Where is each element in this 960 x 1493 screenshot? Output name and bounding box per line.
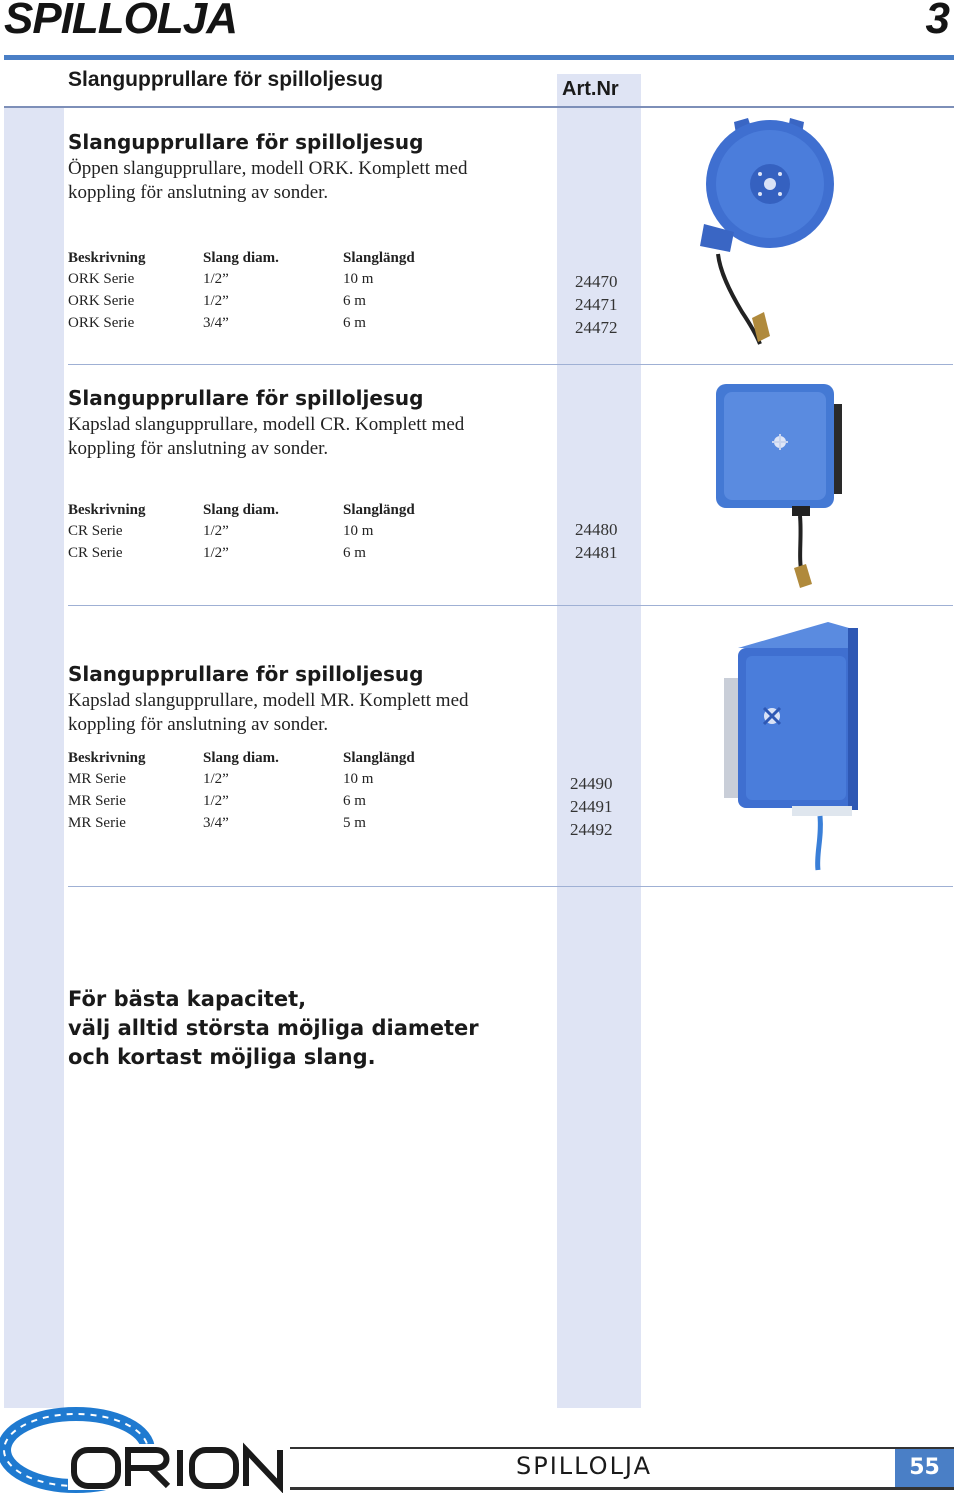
col-description-header: Beskrivning bbox=[68, 750, 146, 766]
section-description: Kapslad slangupprullare, modell MR. Komplett med koppling för anslutning av sonder. bbox=[68, 690, 469, 735]
chapter-number: 3 bbox=[925, 0, 950, 43]
cell-length: 10 m bbox=[343, 523, 374, 539]
cell-description: ORK Serie bbox=[68, 271, 135, 287]
svg-text:ORION: ORION bbox=[0, 1404, 4, 1405]
cell-length: 6 m bbox=[343, 793, 366, 809]
left-band bbox=[4, 108, 64, 1408]
art-number-list bbox=[575, 272, 618, 341]
cell-length: 5 m bbox=[343, 815, 366, 831]
open-hose-reel-icon bbox=[690, 112, 850, 357]
section-divider bbox=[68, 886, 953, 887]
cell-diameter: 1/2” bbox=[203, 293, 229, 309]
cell-description: CR Serie bbox=[68, 545, 123, 561]
col-length-header: Slanglängd bbox=[343, 502, 415, 518]
enclosed-hose-reel-icon bbox=[710, 378, 850, 593]
cell-diameter: 1/2” bbox=[203, 271, 229, 287]
art-number: 24481 bbox=[575, 543, 618, 562]
header-rule bbox=[4, 55, 954, 60]
cell-diameter: 1/2” bbox=[203, 523, 229, 539]
cell-length: 10 m bbox=[343, 771, 374, 787]
note-line: välj alltid största möjliga diameter bbox=[68, 1016, 479, 1040]
orion-logo bbox=[0, 1404, 292, 1493]
section-title: Slangupprullare för spilloljesug bbox=[68, 662, 424, 686]
art-number: 24472 bbox=[575, 318, 618, 337]
cell-length: 6 m bbox=[343, 293, 366, 309]
col-diameter-header: Slang diam. bbox=[203, 250, 279, 266]
footer-chapter-name: SPILLOLJA bbox=[516, 1452, 653, 1480]
art-number: 24492 bbox=[570, 820, 613, 839]
page-title: SPILLOLJA bbox=[4, 0, 238, 43]
col-length-header: Slanglängd bbox=[343, 750, 415, 766]
cell-description: MR Serie bbox=[68, 793, 126, 809]
cell-diameter: 1/2” bbox=[203, 545, 229, 561]
section-description: Öppen slangupprullare, modell ORK. Komplett med koppling för anslutning av sonder. bbox=[68, 158, 468, 203]
col-description-header: Beskrivning bbox=[68, 502, 146, 518]
cell-description: MR Serie bbox=[68, 771, 126, 787]
section-title: Slangupprullare för spilloljesug bbox=[68, 386, 424, 410]
art-number: 24471 bbox=[575, 295, 618, 314]
cell-description: ORK Serie bbox=[68, 293, 135, 309]
cell-diameter: 3/4” bbox=[203, 815, 229, 831]
art-number: 24470 bbox=[575, 272, 618, 291]
note-line: För bästa kapacitet, bbox=[68, 987, 307, 1011]
section-description: Kapslad slangupprullare, modell CR. Komplett med koppling för anslutning av sonder. bbox=[68, 414, 465, 459]
header-divider bbox=[4, 106, 954, 108]
mr-hose-reel-icon bbox=[720, 618, 870, 873]
page-number: 55 bbox=[895, 1449, 954, 1487]
page-subtitle: Slangupprullare för spilloljesug bbox=[68, 68, 384, 91]
col-description-header: Beskrivning bbox=[68, 250, 146, 266]
cell-diameter: 3/4” bbox=[203, 315, 229, 331]
art-number-list bbox=[570, 774, 613, 843]
footer-rule-bottom bbox=[290, 1487, 954, 1490]
cell-description: ORK Serie bbox=[68, 315, 135, 331]
capacity-note bbox=[68, 985, 479, 1072]
note-line: och kortast möjliga slang. bbox=[68, 1045, 376, 1069]
art-number-header: Art.Nr bbox=[562, 78, 619, 100]
cell-diameter: 1/2” bbox=[203, 771, 229, 787]
footer-rule-top bbox=[290, 1447, 954, 1449]
art-number-list bbox=[575, 520, 618, 566]
cell-length: 6 m bbox=[343, 545, 366, 561]
cell-diameter: 1/2” bbox=[203, 793, 229, 809]
art-number: 24480 bbox=[575, 520, 618, 539]
section-title: Slangupprullare för spilloljesug bbox=[68, 130, 424, 154]
art-number: 24490 bbox=[570, 774, 613, 793]
col-diameter-header: Slang diam. bbox=[203, 750, 279, 766]
col-diameter-header: Slang diam. bbox=[203, 502, 279, 518]
cell-length: 10 m bbox=[343, 271, 374, 287]
cell-length: 6 m bbox=[343, 315, 366, 331]
cell-description: CR Serie bbox=[68, 523, 123, 539]
col-length-header: Slanglängd bbox=[343, 250, 415, 266]
art-number: 24491 bbox=[570, 797, 613, 816]
cell-description: MR Serie bbox=[68, 815, 126, 831]
section-divider bbox=[68, 364, 953, 365]
section-divider bbox=[68, 605, 953, 606]
